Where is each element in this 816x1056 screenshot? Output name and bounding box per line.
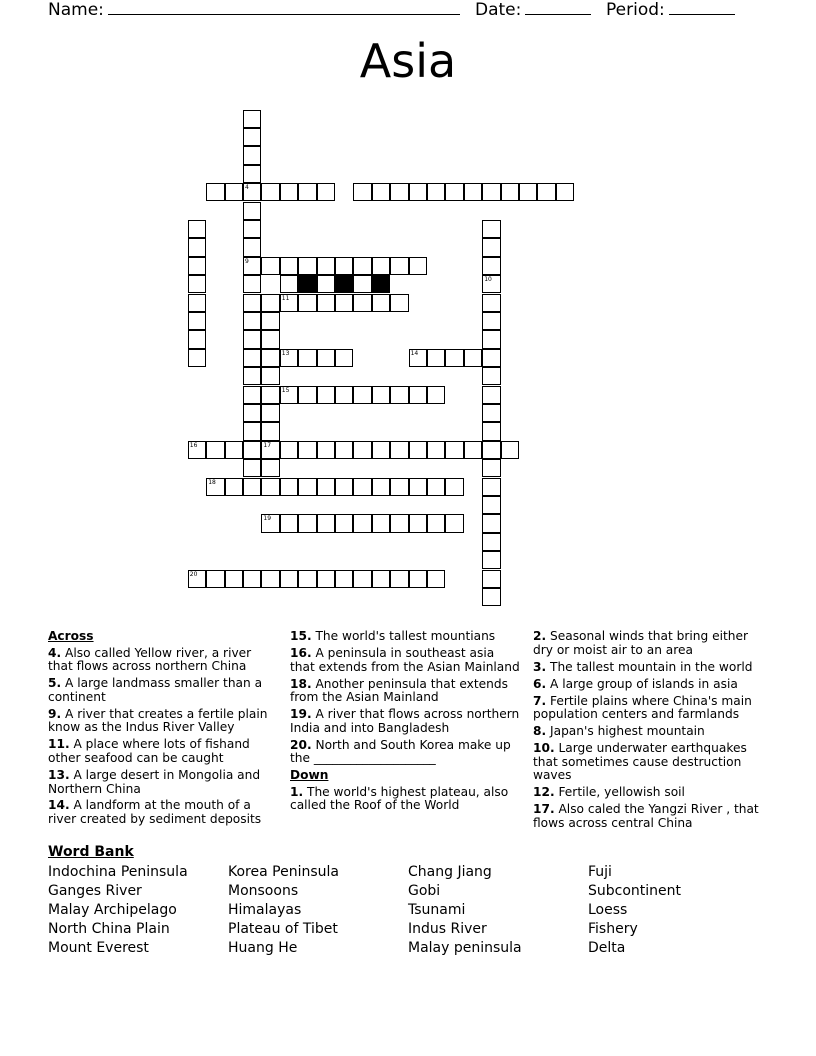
clue-across-20: 20. North and South Korea make up the ____________________	[290, 737, 511, 766]
crossword-cell[interactable]	[445, 514, 463, 532]
crossword-cell[interactable]	[243, 128, 261, 146]
clue-number: 11	[281, 294, 290, 302]
crossword-cell[interactable]	[445, 478, 463, 496]
crossword-cell[interactable]	[501, 441, 519, 459]
crossword-cell[interactable]	[243, 367, 261, 385]
crossword-cell[interactable]	[206, 183, 224, 201]
crossword-cell[interactable]	[261, 294, 279, 312]
crossword-cell[interactable]	[335, 570, 353, 588]
crossword-cell[interactable]	[243, 570, 261, 588]
crossword-cell[interactable]	[482, 294, 500, 312]
clue-across-15: 15. The world's tallest mountians	[290, 629, 496, 643]
crossword-cell[interactable]	[372, 386, 390, 404]
crossword-cell[interactable]	[501, 183, 519, 201]
crossword-cell[interactable]	[188, 349, 206, 367]
crossword-cell[interactable]	[280, 294, 298, 312]
crossword-cell[interactable]	[409, 441, 427, 459]
clues-column-3	[533, 630, 765, 834]
crossword-cell[interactable]	[317, 386, 335, 404]
crossword-cell[interactable]	[390, 478, 408, 496]
clue-number: 16	[189, 441, 198, 449]
crossword-cell[interactable]	[482, 441, 500, 459]
word-bank-item: Fuji	[588, 864, 612, 880]
crossword-cell[interactable]	[427, 570, 445, 588]
crossword-cell[interactable]	[482, 349, 500, 367]
date-label: Date:	[475, 0, 522, 20]
clue-down-6: 6. A large group of islands in asia	[533, 676, 738, 691]
word-bank-item: Monsoons	[228, 883, 299, 899]
crossword-cell[interactable]	[409, 257, 427, 275]
crossword-cell[interactable]	[335, 257, 353, 275]
word-bank-item: Loess	[588, 902, 628, 918]
crossword-cell[interactable]	[243, 238, 261, 256]
crossword-cell[interactable]	[335, 514, 353, 532]
crossword-cell[interactable]	[335, 441, 353, 459]
crossword-cell[interactable]	[353, 570, 371, 588]
crossword-cell[interactable]	[298, 349, 316, 367]
crossword-cell[interactable]	[427, 441, 445, 459]
crossword-cell[interactable]	[243, 257, 261, 275]
crossword-cell[interactable]	[427, 514, 445, 532]
crossword-cell[interactable]	[225, 478, 243, 496]
crossword-cell[interactable]	[225, 441, 243, 459]
crossword-cell[interactable]	[243, 202, 261, 220]
clue-number: 9	[245, 257, 249, 265]
crossword-cell[interactable]	[445, 349, 463, 367]
crossword-cell[interactable]	[482, 570, 500, 588]
crossword-cell[interactable]	[353, 514, 371, 532]
clue-across-14: 14. A landform at the mouth of a river created by sediment deposits	[48, 798, 262, 827]
clue-down-12: 12. Fertile, yellowish soil	[533, 785, 685, 800]
crossword-cell[interactable]	[353, 441, 371, 459]
crossword-cell[interactable]	[280, 514, 298, 532]
crossword-cell[interactable]	[372, 294, 390, 312]
word-bank-item: Chang Jiang	[408, 864, 492, 880]
crossword-cell[interactable]	[482, 275, 500, 293]
crossword-cell[interactable]	[335, 478, 353, 496]
crossword-cell[interactable]	[188, 570, 206, 588]
clue-down-17: 17. Also caled the Yangzi River , that flows across central China	[533, 802, 759, 830]
word-bank-item: Delta	[588, 940, 626, 956]
crossword-cell[interactable]	[261, 404, 279, 422]
crossword-cell[interactable]	[188, 312, 206, 330]
clue-number: 13	[281, 349, 290, 357]
crossword-cell[interactable]	[353, 478, 371, 496]
crossword-cell[interactable]	[243, 312, 261, 330]
crossword-cell[interactable]	[261, 183, 279, 201]
crossword-cell[interactable]	[298, 386, 316, 404]
crossword-cell[interactable]	[298, 570, 316, 588]
clue-across-13: 13. A large desert in Mongolia and Northern China	[48, 767, 261, 796]
clue-down-7: 7. Fertile plains where China's main population centers and farmlands	[533, 693, 752, 722]
down-heading: Down	[290, 768, 329, 783]
crossword-cell[interactable]	[243, 146, 261, 164]
crossword-cell[interactable]	[372, 441, 390, 459]
clue-across-16: 16. A peninsula in southeast asia that extends from the Asian Mainland	[290, 645, 520, 674]
clue-down-3: 3. The tallest mountain in the world	[533, 659, 753, 674]
clue-down-2: 2. Seasonal winds that bring either dry or moist air to an area	[533, 629, 748, 657]
crossword-cell[interactable]	[427, 183, 445, 201]
crossword-cell[interactable]	[261, 570, 279, 588]
crossword-cell[interactable]	[445, 441, 463, 459]
clue-down-8: 8. Japan's highest mountain	[533, 724, 705, 739]
word-bank-item: Gobi	[408, 883, 441, 899]
crossword-cell[interactable]	[188, 220, 206, 238]
crossword-block-cell	[298, 275, 316, 293]
word-bank-item: Plateau of Tibet	[228, 921, 338, 937]
crossword-cell[interactable]	[317, 570, 335, 588]
crossword-cell[interactable]	[409, 349, 427, 367]
crossword-cell[interactable]	[335, 349, 353, 367]
crossword-cell[interactable]	[390, 514, 408, 532]
crossword-cell[interactable]	[188, 294, 206, 312]
clue-down-1: 1. The world's highest plateau, also called the Roof of the World	[290, 784, 509, 813]
crossword-cell[interactable]	[243, 404, 261, 422]
clue-across-11: 11. A place where lots of fishand other seafood can be caught	[48, 737, 250, 765]
clue-number: 17	[263, 441, 272, 449]
word-bank-item: Ganges River	[48, 883, 142, 899]
crossword-cell[interactable]	[243, 275, 261, 293]
crossword-cell[interactable]	[519, 183, 537, 201]
word-bank-column-2	[228, 863, 339, 958]
word-bank-item: Mount Everest	[48, 940, 149, 956]
crossword-cell[interactable]	[243, 183, 261, 201]
crossword-cell[interactable]	[482, 312, 500, 330]
crossword-cell[interactable]	[427, 386, 445, 404]
crossword-cell[interactable]	[243, 441, 261, 459]
crossword-cell[interactable]	[317, 349, 335, 367]
clues-column-2	[290, 630, 520, 816]
crossword-cell[interactable]	[409, 478, 427, 496]
crossword-cell[interactable]	[482, 422, 500, 440]
crossword-cell[interactable]	[409, 514, 427, 532]
crossword-cell[interactable]	[225, 570, 243, 588]
crossword-cell[interactable]	[482, 496, 500, 514]
crossword-cell[interactable]	[317, 275, 335, 293]
word-bank-item: Subcontinent	[588, 883, 682, 899]
crossword-cell[interactable]	[427, 349, 445, 367]
crossword-cell[interactable]	[335, 294, 353, 312]
crossword-cell[interactable]	[243, 330, 261, 348]
crossword-cell[interactable]	[317, 441, 335, 459]
word-bank-item: Malay peninsula	[408, 940, 522, 956]
crossword-cell[interactable]	[261, 514, 279, 532]
clue-across-18: 18. Another peninsula that extends from the Asian Mainland	[290, 676, 508, 705]
crossword-cell[interactable]	[261, 386, 279, 404]
crossword-cell[interactable]	[409, 386, 427, 404]
crossword-cell[interactable]	[372, 570, 390, 588]
crossword-cell[interactable]	[243, 478, 261, 496]
clue-across-4: 4. Also called Yellow river, a river that flows across northern China	[48, 645, 252, 674]
crossword-cell[interactable]	[280, 275, 298, 293]
crossword-cell[interactable]	[353, 294, 371, 312]
crossword-cell[interactable]	[464, 183, 482, 201]
word-bank-column-1	[48, 863, 188, 958]
crossword-cell[interactable]	[390, 257, 408, 275]
crossword-cell[interactable]	[243, 294, 261, 312]
crossword-cell[interactable]	[298, 183, 316, 201]
crossword-cell[interactable]	[206, 478, 224, 496]
crossword-cell[interactable]	[188, 238, 206, 256]
crossword-cell[interactable]	[243, 459, 261, 477]
crossword-cell[interactable]	[445, 183, 463, 201]
crossword-cell[interactable]	[261, 257, 279, 275]
crossword-cell[interactable]	[280, 386, 298, 404]
crossword-cell[interactable]	[298, 257, 316, 275]
crossword-cell[interactable]	[482, 257, 500, 275]
crossword-cell[interactable]	[353, 183, 371, 201]
clue-number: 4	[245, 184, 249, 192]
crossword-cell[interactable]	[261, 459, 279, 477]
crossword-cell[interactable]	[225, 183, 243, 201]
crossword-cell[interactable]	[243, 422, 261, 440]
crossword-cell[interactable]	[261, 367, 279, 385]
crossword-cell[interactable]	[482, 367, 500, 385]
crossword-cell[interactable]	[372, 478, 390, 496]
crossword-cell[interactable]	[537, 183, 555, 201]
crossword-cell[interactable]	[298, 478, 316, 496]
crossword-cell[interactable]	[482, 588, 500, 606]
crossword-cell[interactable]	[482, 459, 500, 477]
crossword-cell[interactable]	[482, 386, 500, 404]
crossword-cell[interactable]	[188, 441, 206, 459]
clue-number: 10	[484, 276, 492, 284]
crossword-cell[interactable]	[206, 570, 224, 588]
crossword-cell[interactable]	[317, 183, 335, 201]
crossword-cell[interactable]	[243, 110, 261, 128]
crossword-cell[interactable]	[261, 422, 279, 440]
crossword-cell[interactable]	[280, 570, 298, 588]
crossword-block-cell	[335, 275, 353, 293]
crossword-cell[interactable]	[261, 312, 279, 330]
crossword-cell[interactable]	[261, 478, 279, 496]
word-bank-item: Himalayas	[228, 902, 302, 918]
crossword-cell[interactable]	[353, 275, 371, 293]
crossword-cell[interactable]	[280, 183, 298, 201]
clue-across-9: 9. A river that creates a fertile plain know as the Indus River Valley	[48, 706, 268, 735]
word-bank-item: Indus River	[408, 921, 487, 937]
crossword-cell[interactable]	[464, 441, 482, 459]
crossword-cell[interactable]	[372, 257, 390, 275]
crossword-cell[interactable]	[188, 257, 206, 275]
crossword-cell[interactable]	[280, 478, 298, 496]
clue-down-10: 10. Large underwater earthquakes that sometimes cause destruction waves	[533, 741, 747, 783]
crossword-cell[interactable]	[464, 349, 482, 367]
clue-number: 14	[410, 349, 419, 357]
crossword-cell[interactable]	[298, 294, 316, 312]
crossword-cell[interactable]	[482, 478, 500, 496]
clue-number: 20	[189, 570, 198, 578]
crossword-cell[interactable]	[372, 183, 390, 201]
crossword-cell[interactable]	[390, 441, 408, 459]
word-bank-item: Fishery	[588, 921, 638, 937]
crossword-cell[interactable]	[261, 349, 279, 367]
crossword-cell[interactable]	[261, 330, 279, 348]
crossword-cell[interactable]	[390, 294, 408, 312]
word-bank-column-4	[588, 863, 681, 958]
crossword-cell[interactable]	[298, 514, 316, 532]
name-label: Name:	[48, 0, 104, 20]
crossword-cell[interactable]	[280, 441, 298, 459]
crossword-cell[interactable]	[298, 441, 316, 459]
crossword-cell[interactable]	[556, 183, 574, 201]
crossword-cell[interactable]	[390, 386, 408, 404]
word-bank-item: North China Plain	[48, 921, 170, 937]
crossword-cell[interactable]	[243, 165, 261, 183]
crossword-cell[interactable]	[482, 533, 500, 551]
crossword-cell[interactable]	[188, 275, 206, 293]
crossword-cell[interactable]	[317, 294, 335, 312]
crossword-cell[interactable]	[353, 386, 371, 404]
crossword-cell[interactable]	[482, 330, 500, 348]
word-bank-item: Malay Archipelago	[48, 902, 177, 918]
word-bank-item: Huang He	[228, 940, 298, 956]
clue-number: 18	[208, 478, 216, 486]
word-bank-column-3	[408, 863, 522, 958]
crossword-cell[interactable]	[427, 478, 445, 496]
crossword-cell[interactable]	[280, 349, 298, 367]
crossword-cell[interactable]	[335, 386, 353, 404]
word-bank-title: Word Bank	[48, 844, 134, 860]
crossword-cell[interactable]	[482, 238, 500, 256]
clues-column-1	[48, 630, 270, 830]
crossword-cell[interactable]	[390, 183, 408, 201]
crossword-cell[interactable]	[482, 551, 500, 569]
clue-across-5: 5. A large landmass smaller than a continent	[48, 676, 263, 704]
clue-number: 19	[263, 515, 272, 523]
clue-across-19: 19. A river that flows across northern India and into Bangladesh	[290, 707, 520, 735]
crossword-cell[interactable]	[482, 404, 500, 422]
word-bank-item: Indochina Peninsula	[48, 864, 188, 880]
crossword-cell[interactable]	[261, 441, 279, 459]
crossword-block-cell	[372, 275, 390, 293]
page-title: Asia	[359, 34, 457, 88]
clue-number: 15	[281, 386, 290, 394]
crossword-cell[interactable]	[353, 257, 371, 275]
crossword-cell[interactable]	[243, 349, 261, 367]
crossword-cell[interactable]	[317, 257, 335, 275]
period-label: Period:	[606, 0, 665, 20]
crossword-cell[interactable]	[482, 514, 500, 532]
crossword-cell[interactable]	[206, 441, 224, 459]
across-heading: Across	[48, 629, 94, 643]
word-bank-item: Korea Peninsula	[228, 864, 339, 880]
crossword-cell[interactable]	[243, 386, 261, 404]
word-bank-item: Tsunami	[408, 902, 466, 918]
crossword-cell[interactable]	[317, 478, 335, 496]
crossword-cell[interactable]	[409, 570, 427, 588]
crossword-cell[interactable]	[482, 220, 500, 238]
crossword-cell[interactable]	[390, 570, 408, 588]
crossword-cell[interactable]	[409, 183, 427, 201]
crossword-cell[interactable]	[280, 257, 298, 275]
crossword-cell[interactable]	[372, 514, 390, 532]
crossword-cell[interactable]	[482, 183, 500, 201]
crossword-cell[interactable]	[317, 514, 335, 532]
crossword-cell[interactable]	[188, 330, 206, 348]
crossword-cell[interactable]	[243, 220, 261, 238]
